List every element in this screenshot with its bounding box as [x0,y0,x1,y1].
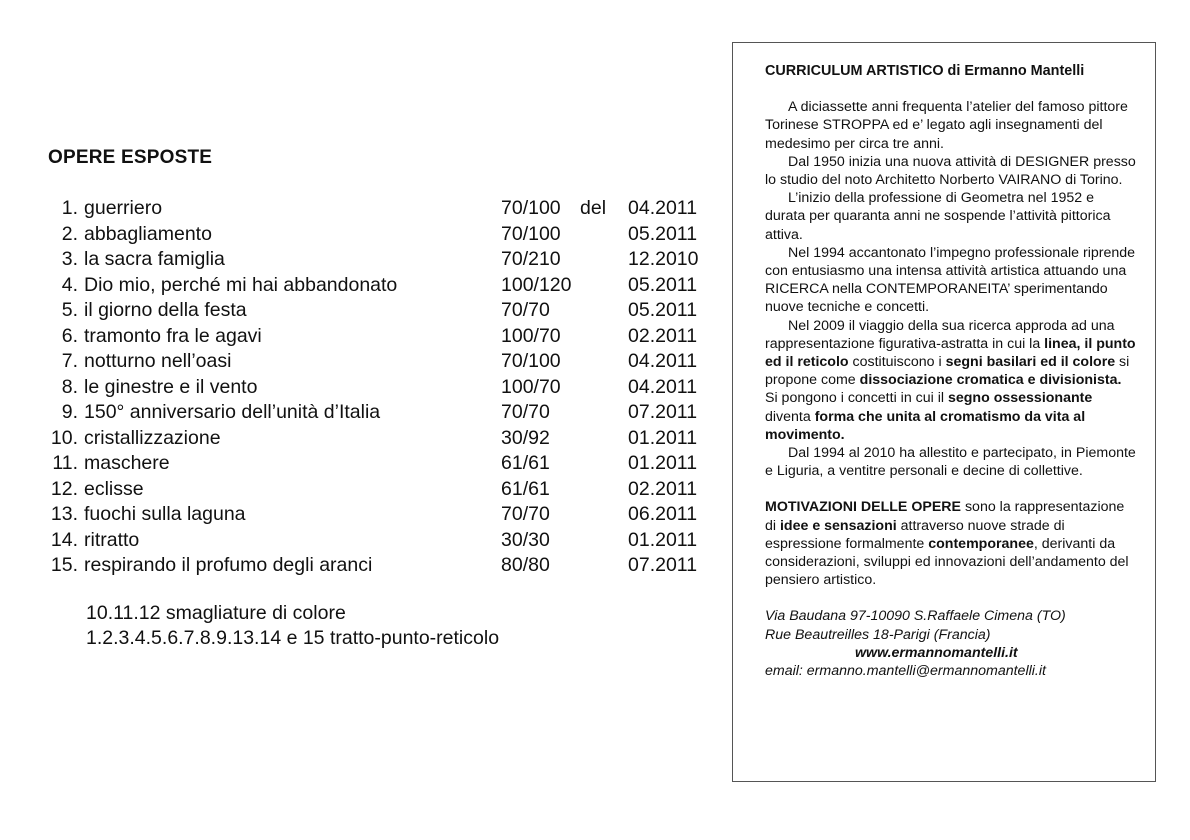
technique-notes [86,601,499,651]
work-title: ritratto [84,528,140,551]
cv-text: Si pongono i concetti in cui il [765,390,948,407]
work-date: 01.2011 [628,426,698,449]
work-number: 7. [61,350,78,372]
cv-paragraph: A diciassette anni frequenta l’atelier del famoso pittore Torinese STROPPA ed e’ legato agli insegnamenti del medesimo per circa tre anni. [765,99,1128,152]
work-row [48,528,728,554]
work-title: respirando il profumo degli aranci [84,554,373,576]
work-size: 100/120 [501,273,572,296]
work-date: 02.2011 [628,324,698,347]
cv-text: Nel 2009 il viaggio della sua ricerca approda ad una rappresentazione figurativa-astratta in cui la [765,317,1115,352]
work-number: 1. [61,197,78,219]
work-title: 150° anniversario dell’unità d’Italia [84,401,381,423]
cv-bold-text: segni basilari ed il colore [945,354,1116,371]
work-number: 5. [61,299,78,321]
curriculum-title: CURRICULUM ARTISTICO di Ermanno Mantelli [765,63,1085,79]
work-row [48,375,728,401]
cv-paragraph [765,317,1137,444]
work-number: 6. [61,324,78,347]
work-number: 2. [61,222,78,245]
work-size: 70/210 [501,248,561,270]
work-size: 70/70 [501,299,550,321]
works-list [48,196,728,579]
work-size: 70/100 [501,222,561,245]
note-line: 1.2.3.4.5.6.7.8.9.13.14 e 15 tratto-punto-reticolo [86,627,500,649]
work-date: 02.2011 [628,477,698,500]
work-size: 30/92 [501,426,550,449]
email-link[interactable]: email: ermanno.mantelli@ermannomantelli.it [765,663,1046,680]
work-date: 05.2011 [628,273,698,296]
cv-bold-text: linea, il punto ed il reticolo [765,335,1136,371]
work-number: 10. [50,426,78,449]
work-title: maschere [84,452,170,474]
work-row [48,553,728,579]
website-link[interactable]: www.ermannomantelli.it [855,644,1018,661]
work-number: 9. [61,401,78,423]
section-title: OPERE ESPOSTE [48,147,213,168]
work-size: 70/70 [501,401,550,423]
address-line: Via Baudana 97-10090 S.Raffaele Cimena (TO) [765,608,1066,625]
cv-paragraph: Dal 1950 inizia una nuova attività di DESIGNER presso lo studio del noto Architetto Norberto VAIRANO di Torino. [765,153,1136,189]
motivations-heading: MOTIVAZIONI DELLE OPERE [765,499,962,516]
cv-text: , derivanti da considerazioni, sviluppi ed innovazioni dell’andamento del pensiero artistico. [765,535,1129,589]
work-number: 13. [50,503,78,525]
work-size: 100/70 [501,324,561,347]
work-number: 3. [61,248,78,270]
work-size: 30/30 [501,528,550,551]
work-size: 80/80 [501,554,550,576]
work-date: 05.2011 [628,222,698,245]
work-row [48,426,728,452]
motivations-paragraph [765,498,1137,589]
work-row [48,400,728,426]
work-row [48,222,728,248]
work-row [48,196,728,222]
work-size: 70/100 [501,350,561,372]
work-date: 01.2011 [628,452,698,474]
work-number: 12. [50,477,78,500]
cv-bold-text: dissociazione cromatica e divisionista. [859,372,1122,389]
work-title: eclisse [84,477,144,500]
work-date: 04.2011 [628,350,698,372]
work-row [48,477,728,503]
work-size: 70/70 [501,503,550,525]
cv-bold-text: segno ossessionante [947,390,1093,407]
work-title: Dio mio, perché mi hai abbandonato [84,273,398,296]
work-size: 61/61 [501,477,550,500]
work-date: 05.2011 [628,299,698,321]
cv-bold-text: forma che unita al cromatismo da vita al movimento. [765,408,1086,443]
cv-bold-text: idee e sensazioni [779,517,897,534]
work-number: 14. [50,528,78,551]
cv-text: si propone come [765,354,1130,389]
address-line: Rue Beautreilles 18-Parigi (Francia) [765,626,991,643]
cv-paragraph: Nel 1994 accantonato l’impegno professionale riprende con entusiasmo una intensa attività artistica attuando una RICERCA nella CONTEMPORANEITA’ sperimentando nuove tecniche e concetti. [765,244,1136,316]
work-row [48,349,728,375]
work-number: 4. [61,273,78,296]
work-title: fuochi sulla laguna [84,503,246,525]
work-row [48,502,728,528]
cv-bold-text: contemporanee [928,535,1034,552]
cv-paragraph: Dal 1994 al 2010 ha allestito e partecipato, in Piemonte e Liguria, a ventitre personali e decine di collettive. [765,445,1136,480]
work-date: 07.2011 [628,554,698,576]
work-number: 8. [61,375,78,398]
work-title: le ginestre e il vento [84,375,258,398]
work-del: del [580,197,607,219]
cv-text: costituiscono i [848,354,946,371]
work-date: 12.2010 [628,248,699,270]
work-title: abbagliamento [84,222,212,245]
cv-text: attraverso nuove strade di espressione formalmente [765,517,1065,552]
note-line: 10.11.12 smagliature di colore [86,602,346,624]
cv-text: diventa [765,408,815,425]
work-size: 61/61 [501,452,550,474]
cv-paragraph: L’inizio della professione di Geometra nel 1952 e durata per quaranta anni ne sospende l’attività pittorica attiva. [765,190,1111,243]
work-title: cristallizzazione [84,426,221,449]
cv-text: sono la rappresentazione di [765,499,1125,534]
work-date: 04.2011 [628,197,698,219]
work-date: 01.2011 [628,528,698,551]
work-date: 06.2011 [628,503,698,525]
work-row [48,451,728,477]
work-title: tramonto fra le agavi [84,324,262,347]
work-date: 04.2011 [628,375,698,398]
work-size: 70/100 [501,197,561,219]
work-title: il giorno della festa [84,299,247,321]
work-number: 11. [52,452,78,474]
work-row [48,298,728,324]
work-title: guerriero [84,197,163,219]
work-title: notturno nell’oasi [84,350,232,372]
work-date: 07.2011 [628,401,698,423]
work-number: 15. [50,554,78,576]
work-title: la sacra famiglia [84,248,225,270]
work-row [48,273,728,299]
work-size: 100/70 [501,375,561,398]
work-row [48,324,728,350]
work-row [48,247,728,273]
curriculum-text [765,62,1137,680]
